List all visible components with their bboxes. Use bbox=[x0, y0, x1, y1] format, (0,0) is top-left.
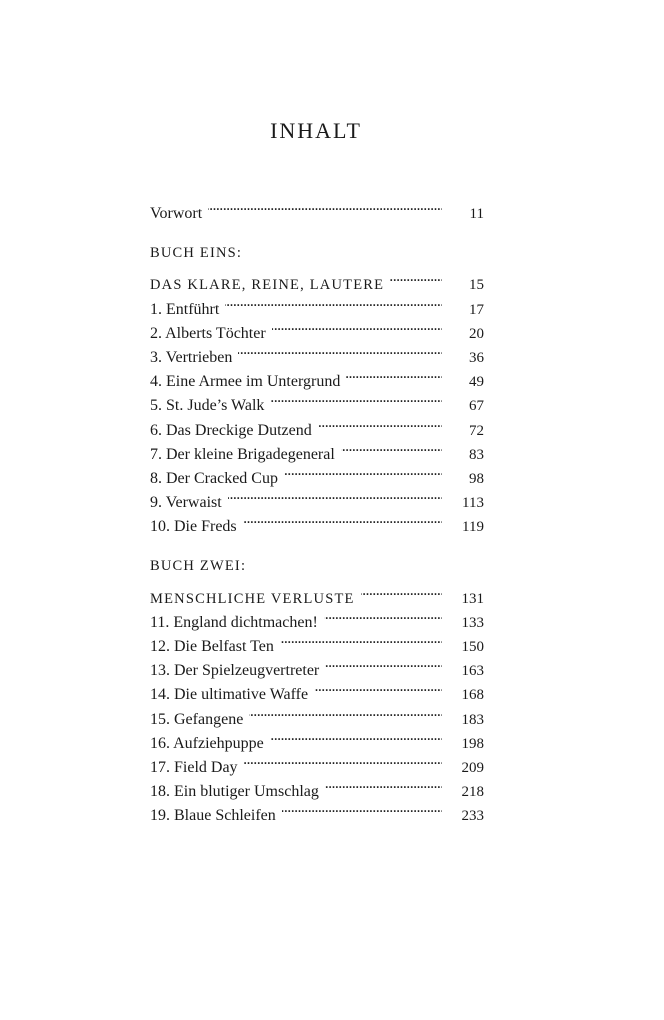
table-of-contents bbox=[150, 194, 484, 825]
dot-leader bbox=[225, 290, 442, 314]
toc-entry-label: 15. Gefangene bbox=[150, 710, 244, 728]
toc-entry-label: MENSCHLICHE VERLUSTE bbox=[150, 590, 355, 607]
toc-entry-label: 11. England dichtmachen! bbox=[150, 613, 318, 631]
dot-leader bbox=[325, 772, 442, 796]
toc-entry-label: DAS KLARE, REINE, LAUTERE bbox=[150, 277, 385, 294]
toc-entry-page: 119 bbox=[462, 519, 484, 536]
dot-leader bbox=[280, 627, 442, 651]
dot-leader bbox=[314, 675, 442, 699]
toc-entry-page: 67 bbox=[469, 398, 484, 415]
toc-entry-label: 17. Field Day bbox=[150, 758, 238, 776]
dot-leader bbox=[341, 435, 442, 459]
dot-leader bbox=[249, 700, 442, 724]
dot-leader bbox=[228, 483, 442, 507]
toc-entry-label: 8. Der Cracked Cup bbox=[150, 469, 278, 487]
toc-entry-page: 198 bbox=[461, 735, 484, 752]
toc-entry-page: 183 bbox=[461, 711, 484, 728]
book-one-heading: BUCH EINS: bbox=[150, 245, 243, 262]
book-one-subtitle bbox=[150, 265, 484, 294]
dot-leader bbox=[270, 724, 442, 748]
toc-entry-foreword bbox=[150, 194, 484, 222]
toc-entry-page: 36 bbox=[469, 349, 484, 366]
toc-entry-label: Vorwort bbox=[150, 205, 203, 222]
toc-entry-page: 150 bbox=[461, 639, 484, 655]
toc-entry-label: 4. Eine Armee im Untergrund bbox=[150, 373, 341, 391]
dot-leader bbox=[346, 362, 442, 386]
dot-leader bbox=[318, 411, 442, 435]
toc-entry-page: 209 bbox=[461, 759, 484, 776]
book-two-chapter-list bbox=[150, 603, 484, 825]
toc-entry-page: 218 bbox=[461, 784, 484, 801]
dot-leader bbox=[282, 796, 442, 820]
toc-entry-label: 6. Das Dreckige Dutzend bbox=[150, 421, 312, 439]
dot-leader bbox=[270, 386, 442, 410]
toc-entry-page: 17 bbox=[469, 301, 484, 318]
toc-entry-label: 14. Die ultimative Waffe bbox=[150, 686, 309, 704]
dot-leader bbox=[238, 338, 442, 362]
book-two-subtitle bbox=[150, 579, 484, 607]
toc-entry-label: 12. Die Belfast Ten bbox=[150, 638, 274, 655]
toc-entry-label: 9. Verwaist bbox=[150, 494, 222, 512]
toc-entry-page: 15 bbox=[469, 277, 484, 294]
toc-entry-label: 10. Die Freds bbox=[150, 518, 237, 536]
toc-entry-page: 11 bbox=[469, 206, 484, 222]
toc-entry-page: 72 bbox=[469, 422, 484, 439]
dot-leader bbox=[325, 651, 442, 675]
toc-entry-page: 83 bbox=[469, 446, 484, 463]
book-two-heading: BUCH ZWEI: bbox=[150, 558, 247, 575]
toc-entry-label: 16. Aufziehpuppe bbox=[150, 734, 264, 752]
toc-entry-label: 7. Der kleine Brigadegeneral bbox=[150, 445, 335, 463]
toc-entry-page: 163 bbox=[461, 663, 484, 680]
toc-entry-label: 18. Ein blutiger Umschlag bbox=[150, 783, 319, 801]
dot-leader bbox=[390, 265, 442, 289]
dot-leader bbox=[284, 459, 442, 483]
toc-entry-page: 131 bbox=[461, 590, 484, 607]
page-title: INHALT bbox=[270, 118, 362, 143]
toc-entry-page: 20 bbox=[469, 325, 484, 342]
dot-leader bbox=[272, 314, 442, 338]
toc-entry-label: 13. Der Spielzeugvertreter bbox=[150, 662, 320, 680]
toc-entry-label: 1. Entführt bbox=[150, 300, 220, 318]
toc-entry-label: 5. St. Jude’s Walk bbox=[150, 397, 265, 415]
toc-entry-page: 133 bbox=[461, 614, 484, 631]
toc-entry-label: 19. Blaue Schleifen bbox=[150, 807, 276, 825]
toc-entry-page: 168 bbox=[461, 687, 484, 704]
dot-leader bbox=[243, 507, 442, 531]
dot-leader bbox=[208, 194, 442, 218]
toc-entry-page: 113 bbox=[462, 495, 484, 512]
toc-entry-label: 2. Alberts Töchter bbox=[150, 324, 266, 342]
dot-leader bbox=[361, 579, 442, 603]
toc-entry-page: 233 bbox=[461, 808, 484, 825]
toc-entry-label: 3. Vertrieben bbox=[150, 348, 233, 366]
toc-entry-page: 49 bbox=[469, 374, 484, 391]
book-one-chapter-list bbox=[150, 290, 484, 536]
dot-leader bbox=[244, 748, 442, 772]
toc-entry-page: 98 bbox=[469, 470, 484, 487]
dot-leader bbox=[324, 603, 442, 627]
